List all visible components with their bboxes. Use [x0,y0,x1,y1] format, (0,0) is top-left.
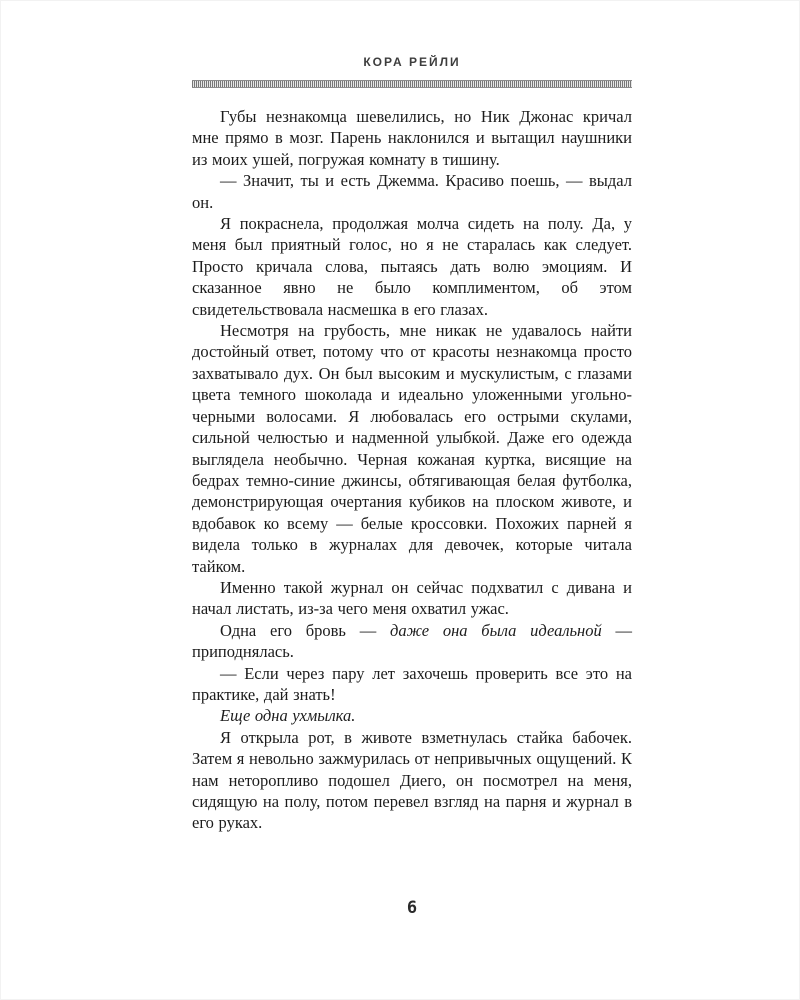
paragraph-segment-italic: Еще одна ухмылка. [220,706,356,726]
paragraph [192,213,632,320]
paragraph-segment: Несмотря на грубость, мне никак не удавалось найти достойный ответ, потому что от красоты незнакомца просто захватывало дух. Он был высоким и мускулистым, с глазами цвета темного шоколада и идеально уложенными угольно-черными волосами. Я любовалась его острыми скулами, сильной челюстью и надменной улыбкой. Даже его одежда выглядела необычно. Черная кожаная куртка, висящие на бедрах темно-синие джинсы, обтягивающая белая футболка, демонстрирующая очертания кубиков на плоском животе, и вдобавок ко всему — белые кроссовки. Похожих парней я видела только в журналах для девочек, которые читала тайком. [192,321,632,576]
paragraph-segment: — Значит, ты и есть Джемма. Красиво поешь, — выдал он. [192,171,632,212]
paragraph [192,106,632,170]
paragraph-segment: Именно такой журнал он сейчас подхватил с дивана и начал листать, из-за чего меня охватил ужас. [192,577,632,619]
paragraph-segment: — Если через пару лет захочешь проверить все это на практике, дай знать! [192,663,632,704]
paragraph-segment: — приподнялась. [192,620,633,662]
paragraph [192,620,632,663]
paragraph-segment: Губы незнакомца шевелились, но Ник Джонас кричал мне прямо в мозг. Парень наклонился и вытащил наушники из моих ушей, погружая комнату в тишину. [192,107,632,169]
paragraph [192,663,632,706]
paragraph [192,170,632,213]
paragraph-segment: Я покраснела, продолжая молча сидеть на полу. Да, у меня был приятный голос, но я не старалась как следует. Просто кричала слова, пытаясь дать волю эмоциям. И сказанное явно не было комплиментом, об этом свидетельствовала насмешка в его глазах. [192,214,632,319]
paragraph [192,705,632,726]
paragraph [192,577,632,620]
running-header: КОРА РЕЙЛИ [363,55,461,69]
paragraph-segment-italic: даже она была идеальной [390,620,602,640]
paragraph-segment: Одна его бровь — [220,620,390,640]
body-text [192,106,632,834]
page-number: 6 [406,898,418,918]
paragraph [192,320,632,577]
header-rule [192,80,632,88]
paragraph [192,727,632,834]
paragraph-segment: Я открыла рот, в животе взметнулась стайка бабочек. Затем я невольно зажмурилась от непривычных ощущений. К нам неторопливо подошел Диего, он посмотрел на меня, сидящую на полу, потом перевел взгляд на парня и журнал в его руках. [192,727,632,833]
